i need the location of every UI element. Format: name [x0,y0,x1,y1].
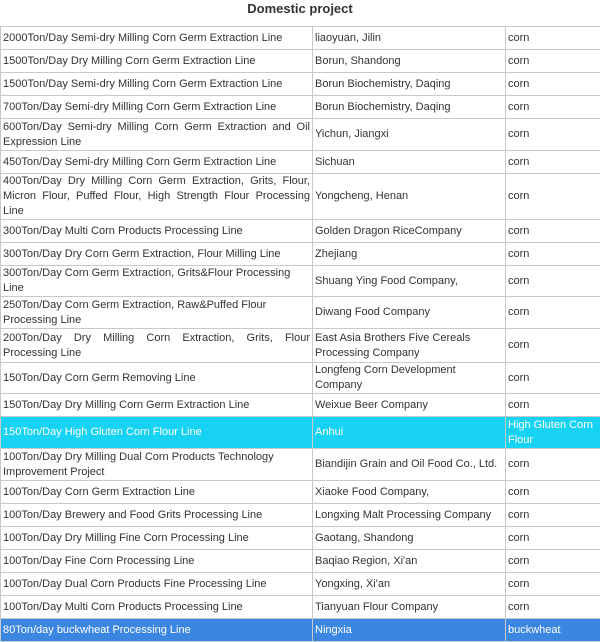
line-cell: 450Ton/Day Semi-dry Milling Corn Germ Extraction Line [1,151,313,174]
line-cell: 2000Ton/Day Semi-dry Milling Corn Germ Extraction Line [1,27,313,50]
line-cell: 700Ton/Day Semi-dry Milling Corn Germ Extraction Line [1,96,313,119]
table-row [1,243,600,266]
material-cell: buckwheat [506,619,600,642]
material-cell: corn [506,449,600,481]
material-cell: corn [506,297,600,329]
material-cell: corn [506,266,600,297]
line-cell: 100Ton/Day Multi Corn Products Processing Line [1,596,313,619]
line-cell: 300Ton/Day Dry Corn Germ Extraction, Flour Milling Line [1,243,313,266]
table-row [1,550,600,573]
projects-table [0,26,600,642]
location-cell: Borun, Shandong [313,50,506,73]
table-row [1,449,600,481]
table-row [1,50,600,73]
location-cell: Longxing Malt Processing Company [313,504,506,527]
material-cell: corn [506,550,600,573]
location-cell: Borun Biochemistry, Daqing [313,96,506,119]
material-cell: corn [506,96,600,119]
table-row [1,504,600,527]
table-row [1,266,600,297]
table-row [1,596,600,619]
line-cell: 150Ton/Day Corn Germ Removing Line [1,363,313,394]
line-cell: 600Ton/Day Semi-dry Milling Corn Germ Extraction and Oil Expression Line [1,119,313,151]
material-cell: corn [506,481,600,504]
material-cell: corn [506,596,600,619]
table-row [1,151,600,174]
location-cell: Borun Biochemistry, Daqing [313,73,506,96]
table-row [1,394,600,417]
location-cell: East Asia Brothers Five Cereals Processing Company [313,329,506,363]
line-cell: 100Ton/Day Dry Milling Dual Corn Products Technology Improvement Project [1,449,313,481]
table-row [1,27,600,50]
location-cell: Biandijin Grain and Oil Food Co., Ltd. [313,449,506,481]
table-row [1,329,600,363]
line-cell: 300Ton/Day Multi Corn Products Processing Line [1,220,313,243]
line-cell: 250Ton/Day Corn Germ Extraction, Raw&Puffed Flour Processing Line [1,297,313,329]
material-cell: corn [506,573,600,596]
location-cell: Tianyuan Flour Company [313,596,506,619]
table-row [1,481,600,504]
page-title: Domestic project [0,0,600,17]
highlighted-row [1,619,600,642]
table-row [1,297,600,329]
location-cell: Diwang Food Company [313,297,506,329]
table-row [1,119,600,151]
line-cell: 100Ton/Day Fine Corn Processing Line [1,550,313,573]
table-row [1,363,600,394]
material-cell: corn [506,243,600,266]
table-row [1,220,600,243]
table-row [1,573,600,596]
location-cell: Xiaoke Food Company, [313,481,506,504]
location-cell: liaoyuan, Jilin [313,27,506,50]
material-cell: corn [506,504,600,527]
location-cell: Golden Dragon RiceCompany [313,220,506,243]
location-cell: Yichun, Jiangxi [313,119,506,151]
highlighted-row [1,417,600,449]
material-cell: corn [506,174,600,220]
line-cell: 150Ton/Day High Gluten Corn Flour Line [1,417,313,449]
line-cell: 1500Ton/Day Semi-dry Milling Corn Germ Extraction Line [1,73,313,96]
material-cell: corn [506,73,600,96]
line-cell: 100Ton/Day Dual Corn Products Fine Processing Line [1,573,313,596]
line-cell: 80Ton/day buckwheat Processing Line [1,619,313,642]
location-cell: Gaotang, Shandong [313,527,506,550]
material-cell: corn [506,363,600,394]
location-cell: Yongcheng, Henan [313,174,506,220]
location-cell: Anhui [313,417,506,449]
line-cell: 200Ton/Day Dry Milling Corn Extraction, Grits, Flour Processing Line [1,329,313,363]
line-cell: 100Ton/Day Corn Germ Extraction Line [1,481,313,504]
table-row [1,96,600,119]
material-cell: corn [506,394,600,417]
material-cell: corn [506,527,600,550]
table-row [1,527,600,550]
location-cell: Ningxia [313,619,506,642]
material-cell: corn [506,27,600,50]
material-cell: High Gluten Corn Flour [506,417,600,449]
line-cell: 100Ton/Day Brewery and Food Grits Processing Line [1,504,313,527]
line-cell: 1500Ton/Day Dry Milling Corn Germ Extraction Line [1,50,313,73]
table-row [1,73,600,96]
line-cell: 300Ton/Day Corn Germ Extraction, Grits&Flour Processing Line [1,266,313,297]
table-row [1,174,600,220]
line-cell: 400Ton/Day Dry Milling Corn Germ Extraction, Grits, Flour, Micron Flour, Puffed Flour, High Strength Flour Processing Line [1,174,313,220]
material-cell: corn [506,50,600,73]
material-cell: corn [506,329,600,363]
location-cell: Yongxing, Xi'an [313,573,506,596]
location-cell: Shuang Ying Food Company, [313,266,506,297]
location-cell: Zhejiang [313,243,506,266]
location-cell: Baqiao Region, Xi'an [313,550,506,573]
line-cell: 150Ton/Day Dry Milling Corn Germ Extraction Line [1,394,313,417]
location-cell: Weixue Beer Company [313,394,506,417]
material-cell: corn [506,119,600,151]
material-cell: corn [506,151,600,174]
location-cell: Sichuan [313,151,506,174]
line-cell: 100Ton/Day Dry Milling Fine Corn Processing Line [1,527,313,550]
location-cell: Longfeng Corn Development Company [313,363,506,394]
material-cell: corn [506,220,600,243]
